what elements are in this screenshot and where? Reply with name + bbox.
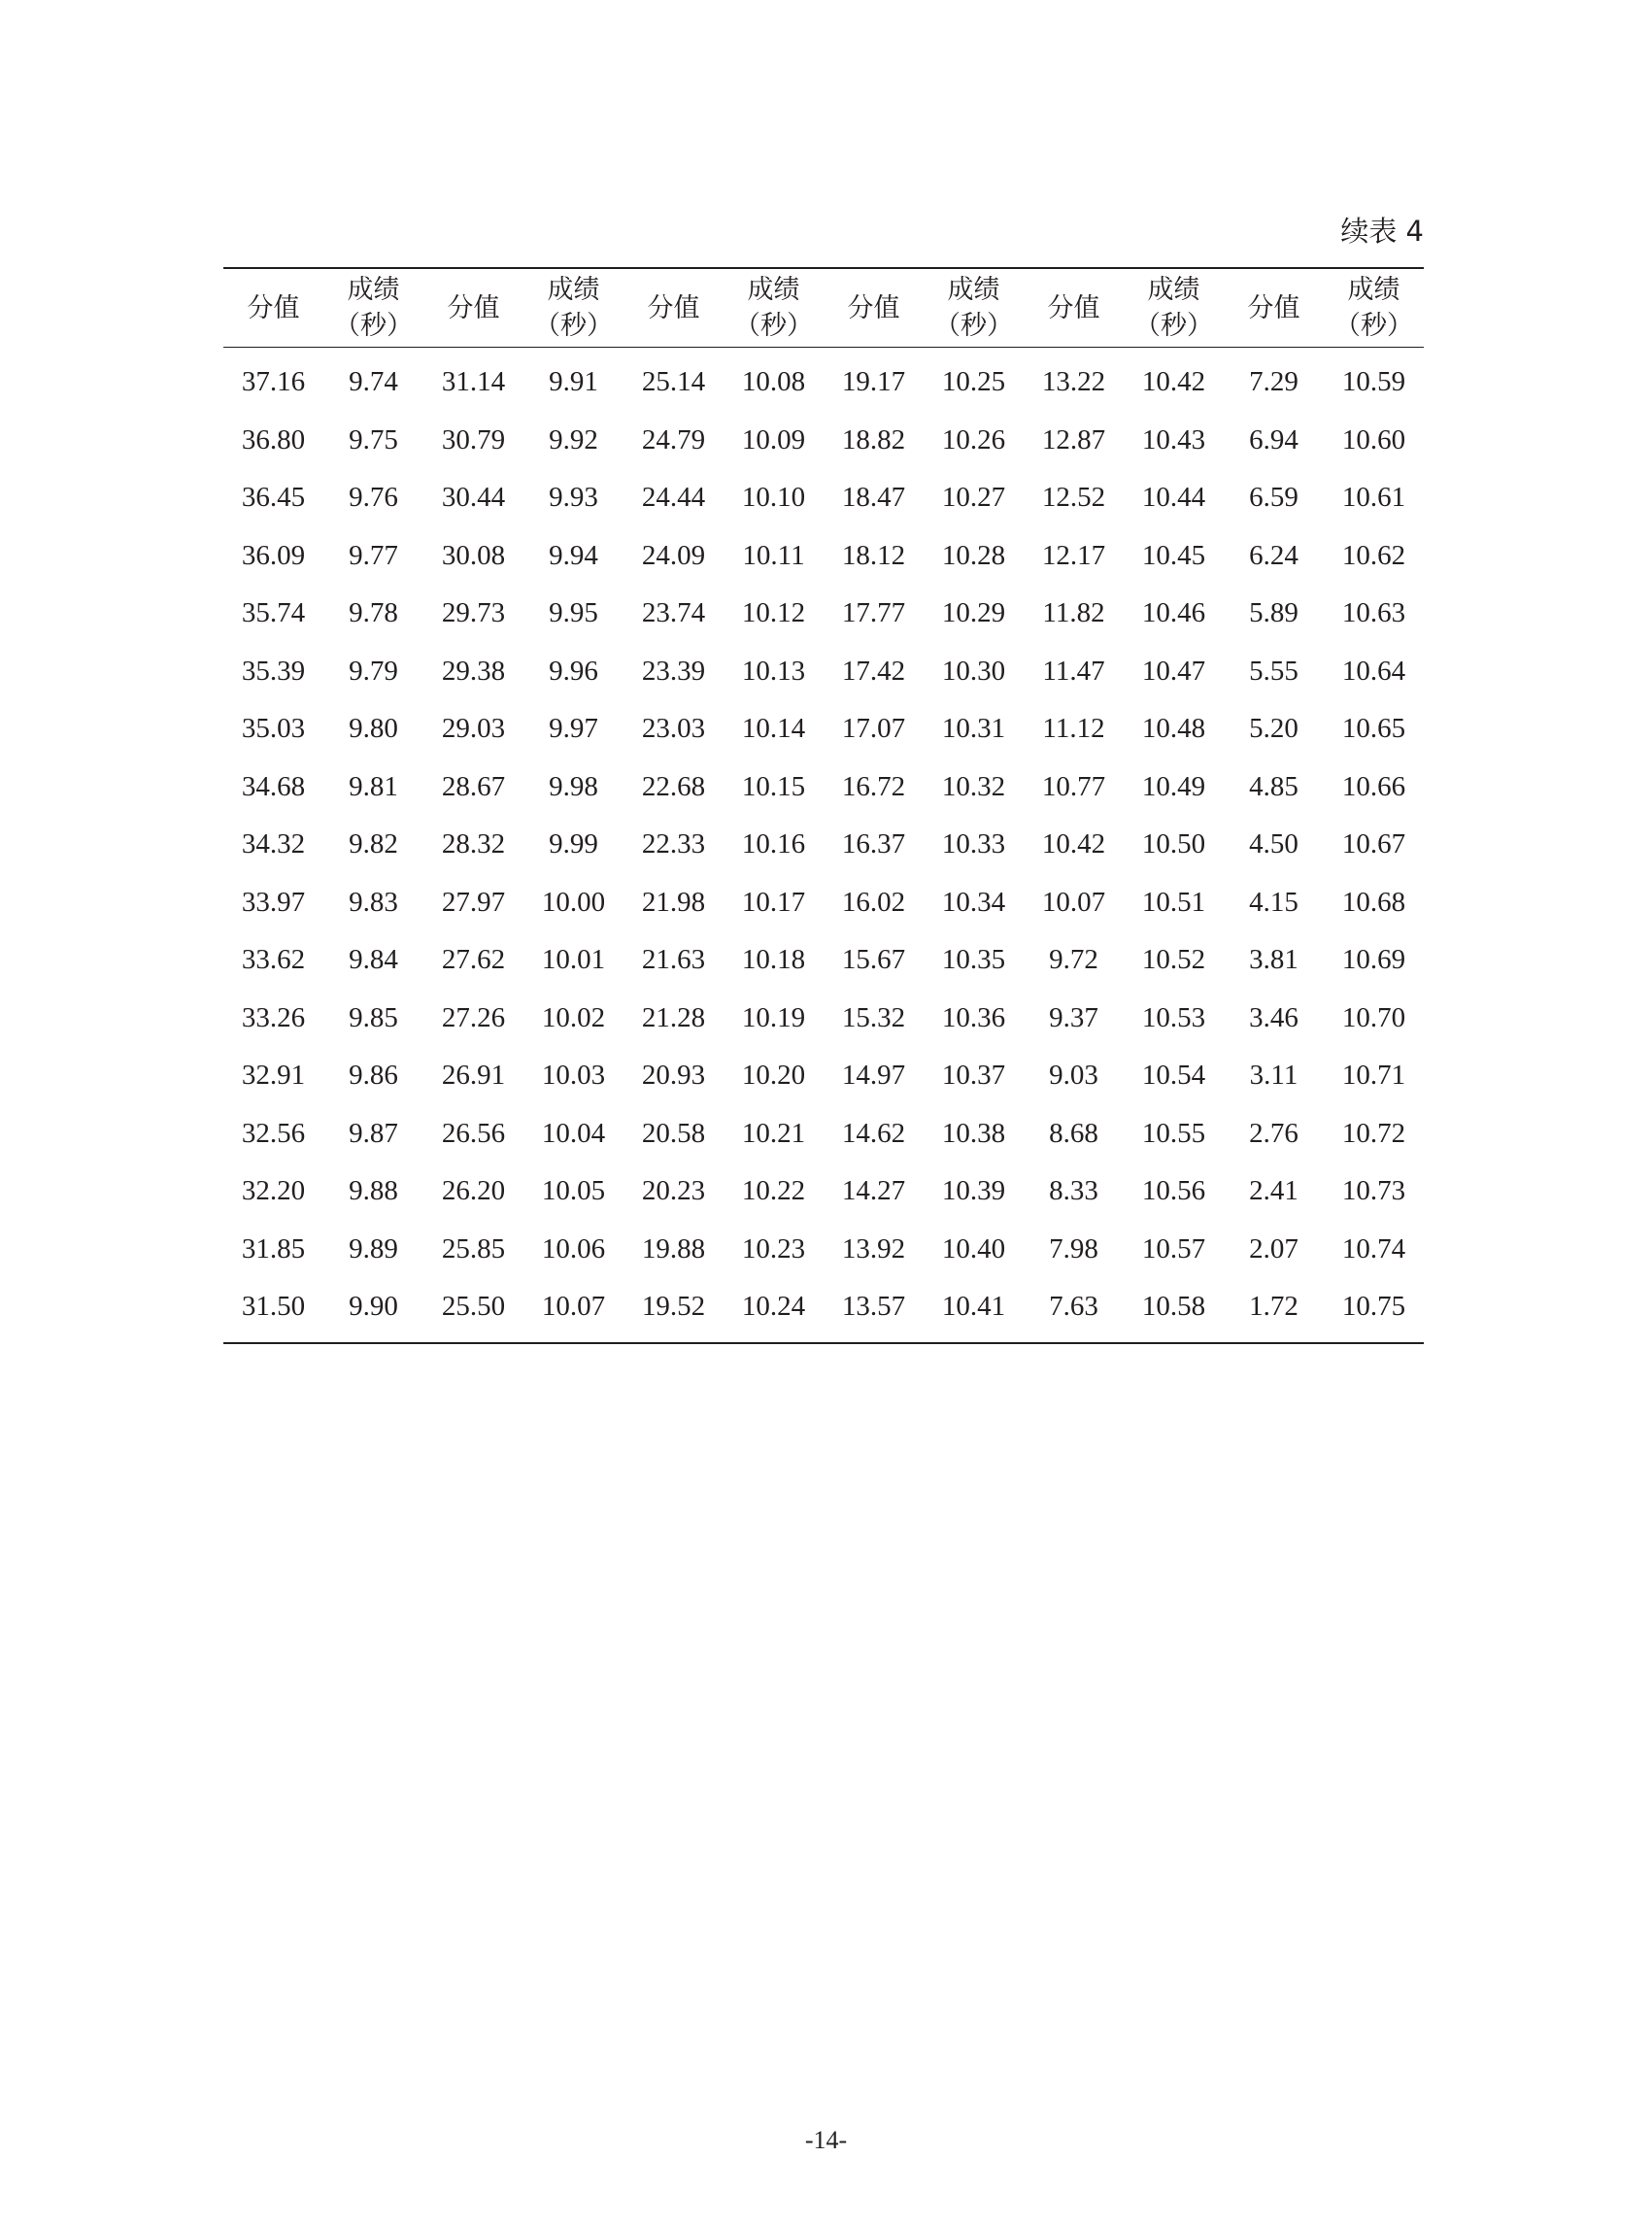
time-cell: 9.99 (549, 828, 598, 860)
time-cell: 10.66 (1341, 770, 1406, 802)
score-cell: 32.20 (241, 1175, 306, 1207)
score-cell: 4.50 (1249, 828, 1298, 860)
time-cell: 9.86 (349, 1060, 398, 1092)
score-cell: 3.81 (1249, 944, 1298, 976)
score-cell: 31.85 (241, 1232, 306, 1264)
score-cell: 25.85 (441, 1232, 506, 1264)
table-row (223, 469, 1424, 527)
table-caption: 续表 4 (1340, 215, 1424, 248)
time-cell: 9.92 (549, 423, 598, 455)
score-cell: 24.09 (641, 539, 706, 571)
score-cell: 21.63 (641, 944, 706, 976)
time-cell: 10.27 (941, 482, 1006, 514)
time-cell: 10.48 (1141, 713, 1206, 745)
score-cell: 6.94 (1249, 423, 1298, 455)
score-cell: 22.68 (641, 770, 706, 802)
time-cell: 10.07 (541, 1291, 606, 1323)
time-cell: 9.97 (549, 713, 598, 745)
time-cell: 10.33 (941, 828, 1006, 860)
score-cell: 19.88 (641, 1232, 706, 1264)
time-cell: 10.57 (1141, 1232, 1206, 1264)
time-cell: 10.40 (941, 1232, 1006, 1264)
score-cell: 11.12 (1042, 713, 1105, 745)
time-cell: 10.02 (541, 1001, 606, 1033)
time-cell: 10.59 (1341, 366, 1406, 398)
score-cell: 12.52 (1041, 482, 1106, 514)
score-cell: 35.74 (241, 597, 306, 629)
score-cell: 13.57 (841, 1291, 906, 1323)
score-cell: 36.80 (241, 423, 306, 455)
header-score: 分值 (223, 268, 323, 348)
time-cell: 10.64 (1341, 655, 1406, 687)
score-cell: 17.77 (841, 597, 906, 629)
time-cell: 10.22 (741, 1175, 806, 1207)
score-cell: 7.98 (1049, 1232, 1098, 1264)
score-cell: 11.82 (1042, 597, 1105, 629)
score-cell: 16.02 (841, 886, 906, 918)
score-cell: 5.20 (1249, 713, 1298, 745)
score-cell: 17.42 (841, 655, 906, 687)
score-cell: 3.11 (1249, 1060, 1298, 1092)
time-cell: 9.90 (349, 1291, 398, 1323)
score-cell: 24.79 (641, 423, 706, 455)
time-cell: 9.91 (549, 366, 598, 398)
score-cell: 4.15 (1249, 886, 1298, 918)
score-cell: 22.33 (641, 828, 706, 860)
score-cell: 5.89 (1249, 597, 1298, 629)
score-cell: 25.14 (641, 366, 706, 398)
time-cell: 10.52 (1141, 944, 1206, 976)
score-cell: 6.24 (1249, 539, 1298, 571)
time-cell: 9.81 (349, 770, 398, 802)
time-cell: 10.43 (1141, 423, 1206, 455)
table-row (223, 816, 1424, 874)
time-cell: 10.16 (741, 828, 806, 860)
time-cell: 10.54 (1141, 1060, 1206, 1092)
time-cell: 10.46 (1141, 597, 1206, 629)
score-cell: 25.50 (441, 1291, 506, 1323)
time-cell: 10.18 (741, 944, 806, 976)
time-cell: 10.00 (541, 886, 606, 918)
header-time-seconds: 成绩 （秒） (724, 268, 824, 348)
time-cell: 9.89 (349, 1232, 398, 1264)
time-cell: 10.29 (941, 597, 1006, 629)
time-cell: 10.19 (741, 1001, 806, 1033)
time-cell: 10.61 (1341, 482, 1406, 514)
header-score: 分值 (624, 268, 724, 348)
time-cell: 10.49 (1141, 770, 1206, 802)
score-cell: 10.42 (1041, 828, 1106, 860)
time-cell: 9.96 (549, 655, 598, 687)
score-cell: 26.56 (441, 1117, 506, 1149)
time-cell: 10.68 (1341, 886, 1406, 918)
score-cell: 23.39 (641, 655, 706, 687)
table-row (223, 1105, 1424, 1163)
time-cell: 9.75 (349, 423, 398, 455)
time-cell: 10.28 (941, 539, 1006, 571)
table-row (223, 412, 1424, 470)
score-cell: 30.44 (441, 482, 506, 514)
table-row (223, 990, 1424, 1048)
time-cell: 9.79 (349, 655, 398, 687)
header-score: 分值 (824, 268, 924, 348)
time-cell: 10.17 (741, 886, 806, 918)
score-cell: 10.07 (1041, 886, 1106, 918)
score-cell: 35.03 (241, 713, 306, 745)
score-cell: 4.85 (1249, 770, 1298, 802)
header-time-seconds: 成绩 （秒） (523, 268, 624, 348)
score-cell: 21.98 (641, 886, 706, 918)
time-cell: 10.06 (541, 1232, 606, 1264)
score-cell: 14.62 (841, 1117, 906, 1149)
score-cell: 3.46 (1249, 1001, 1298, 1033)
time-cell: 10.55 (1141, 1117, 1206, 1149)
time-cell: 9.93 (549, 482, 598, 514)
score-cell: 33.62 (241, 944, 306, 976)
time-cell: 10.08 (741, 366, 806, 398)
score-cell: 30.08 (441, 539, 506, 571)
score-cell: 7.29 (1249, 366, 1298, 398)
table-row (223, 585, 1424, 643)
time-cell: 10.32 (941, 770, 1006, 802)
time-cell: 9.74 (349, 366, 398, 398)
score-cell: 34.32 (241, 828, 306, 860)
time-cell: 10.03 (541, 1060, 606, 1092)
time-cell: 10.36 (941, 1001, 1006, 1033)
score-cell: 33.97 (241, 886, 306, 918)
score-cell: 32.91 (241, 1060, 306, 1092)
table-row (223, 348, 1424, 412)
time-cell: 10.63 (1341, 597, 1406, 629)
time-cell: 10.67 (1341, 828, 1406, 860)
time-cell: 10.70 (1341, 1001, 1406, 1033)
time-cell: 10.34 (941, 886, 1006, 918)
time-cell: 9.85 (349, 1001, 398, 1033)
time-cell: 10.50 (1141, 828, 1206, 860)
time-cell: 9.80 (349, 713, 398, 745)
time-cell: 10.56 (1141, 1175, 1206, 1207)
score-cell: 26.91 (441, 1060, 506, 1092)
time-cell: 10.45 (1141, 539, 1206, 571)
header-time-seconds: 成绩 （秒） (1124, 268, 1224, 348)
time-cell: 10.04 (541, 1117, 606, 1149)
score-cell: 29.38 (441, 655, 506, 687)
table-row (223, 1163, 1424, 1221)
time-cell: 10.13 (741, 655, 806, 687)
time-cell: 10.51 (1141, 886, 1206, 918)
score-cell: 9.03 (1049, 1060, 1098, 1092)
score-cell: 13.22 (1041, 366, 1106, 398)
time-cell: 10.44 (1141, 482, 1206, 514)
score-cell: 37.16 (241, 366, 306, 398)
score-cell: 13.92 (841, 1232, 906, 1264)
time-cell: 10.38 (941, 1117, 1006, 1149)
table-row (223, 1221, 1424, 1279)
table-row (223, 700, 1424, 759)
score-cell: 27.26 (441, 1001, 506, 1033)
table-row (223, 931, 1424, 990)
time-cell: 9.98 (549, 770, 598, 802)
time-cell: 10.35 (941, 944, 1006, 976)
time-cell: 10.14 (741, 713, 806, 745)
score-cell: 20.58 (641, 1117, 706, 1149)
score-cell: 27.97 (441, 886, 506, 918)
score-cell: 5.55 (1249, 655, 1298, 687)
score-cell: 6.59 (1249, 482, 1298, 514)
time-cell: 10.53 (1141, 1001, 1206, 1033)
score-cell: 20.23 (641, 1175, 706, 1207)
score-cell: 8.68 (1049, 1117, 1098, 1149)
score-cell: 18.82 (841, 423, 906, 455)
time-cell: 9.76 (349, 482, 398, 514)
score-cell: 31.14 (441, 366, 506, 398)
time-cell: 10.75 (1341, 1291, 1406, 1323)
header-score: 分值 (1024, 268, 1124, 348)
table-row (223, 759, 1424, 817)
page-number: -14- (804, 2126, 848, 2154)
time-cell: 10.01 (541, 944, 606, 976)
time-cell: 9.82 (349, 828, 398, 860)
score-cell: 30.79 (441, 423, 506, 455)
score-cell: 19.52 (641, 1291, 706, 1323)
header-time-seconds: 成绩 （秒） (924, 268, 1024, 348)
time-cell: 10.60 (1341, 423, 1406, 455)
time-cell: 10.71 (1341, 1060, 1406, 1092)
time-cell: 10.24 (741, 1291, 806, 1323)
score-cell: 34.68 (241, 770, 306, 802)
time-cell: 9.78 (349, 597, 398, 629)
header-row (223, 268, 1424, 348)
score-cell: 18.47 (841, 482, 906, 514)
score-cell: 2.07 (1249, 1232, 1298, 1264)
time-cell: 10.31 (941, 713, 1006, 745)
time-cell: 10.09 (741, 423, 806, 455)
time-cell: 10.23 (741, 1232, 806, 1264)
score-cell: 36.45 (241, 482, 306, 514)
score-cell: 17.07 (841, 713, 906, 745)
score-cell: 12.87 (1041, 423, 1106, 455)
time-cell: 10.30 (941, 655, 1006, 687)
score-cell: 24.44 (641, 482, 706, 514)
score-cell: 19.17 (841, 366, 906, 398)
score-cell: 16.37 (841, 828, 906, 860)
score-cell: 20.93 (641, 1060, 706, 1092)
score-cell: 9.37 (1049, 1001, 1098, 1033)
score-cell: 2.41 (1249, 1175, 1298, 1207)
score-cell: 11.47 (1042, 655, 1105, 687)
score-cell: 8.33 (1049, 1175, 1098, 1207)
score-cell: 14.97 (841, 1060, 906, 1092)
time-cell: 9.94 (549, 539, 598, 571)
time-cell: 9.88 (349, 1175, 398, 1207)
score-table (223, 267, 1424, 1344)
score-cell: 31.50 (241, 1291, 306, 1323)
header-time-seconds: 成绩 （秒） (1324, 268, 1424, 348)
time-cell: 10.74 (1341, 1232, 1406, 1264)
time-cell: 10.42 (1141, 366, 1206, 398)
time-cell: 10.58 (1141, 1291, 1206, 1323)
time-cell: 10.20 (741, 1060, 806, 1092)
table-row (223, 527, 1424, 586)
time-cell: 10.65 (1341, 713, 1406, 745)
time-cell: 10.26 (941, 423, 1006, 455)
score-cell: 7.63 (1049, 1291, 1098, 1323)
time-cell: 10.73 (1341, 1175, 1406, 1207)
score-cell: 33.26 (241, 1001, 306, 1033)
score-cell: 15.67 (841, 944, 906, 976)
score-cell: 23.03 (641, 713, 706, 745)
score-cell: 18.12 (841, 539, 906, 571)
table-header (223, 268, 1424, 348)
score-cell: 26.20 (441, 1175, 506, 1207)
time-cell: 10.05 (541, 1175, 606, 1207)
score-cell: 28.67 (441, 770, 506, 802)
table-row (223, 643, 1424, 701)
time-cell: 9.95 (549, 597, 598, 629)
table-body (223, 348, 1424, 1343)
table-row (223, 1047, 1424, 1105)
score-cell: 12.17 (1041, 539, 1106, 571)
score-cell: 36.09 (241, 539, 306, 571)
score-cell: 35.39 (241, 655, 306, 687)
score-cell: 32.56 (241, 1117, 306, 1149)
time-cell: 9.84 (349, 944, 398, 976)
score-cell: 23.74 (641, 597, 706, 629)
score-cell: 10.77 (1041, 770, 1106, 802)
time-cell: 10.69 (1341, 944, 1406, 976)
time-cell: 10.41 (941, 1291, 1006, 1323)
score-cell: 29.03 (441, 713, 506, 745)
header-score: 分值 (423, 268, 523, 348)
score-cell: 27.62 (441, 944, 506, 976)
time-cell: 9.87 (349, 1117, 398, 1149)
time-cell: 9.83 (349, 886, 398, 918)
score-cell: 14.27 (841, 1175, 906, 1207)
table-row (223, 1278, 1424, 1343)
time-cell: 10.15 (741, 770, 806, 802)
time-cell: 10.39 (941, 1175, 1006, 1207)
score-cell: 28.32 (441, 828, 506, 860)
time-cell: 10.37 (941, 1060, 1006, 1092)
score-cell: 1.72 (1249, 1291, 1298, 1323)
header-time-seconds: 成绩 （秒） (323, 268, 423, 348)
score-cell: 16.72 (841, 770, 906, 802)
time-cell: 10.47 (1141, 655, 1206, 687)
time-cell: 10.25 (941, 366, 1006, 398)
score-cell: 9.72 (1049, 944, 1098, 976)
time-cell: 9.77 (349, 539, 398, 571)
score-cell: 2.76 (1249, 1117, 1298, 1149)
time-cell: 10.10 (741, 482, 806, 514)
score-cell: 29.73 (441, 597, 506, 629)
table-row (223, 874, 1424, 932)
time-cell: 10.62 (1341, 539, 1406, 571)
time-cell: 10.72 (1341, 1117, 1406, 1149)
time-cell: 10.11 (742, 539, 805, 571)
score-cell: 15.32 (841, 1001, 906, 1033)
time-cell: 10.21 (741, 1117, 806, 1149)
score-cell: 21.28 (641, 1001, 706, 1033)
time-cell: 10.12 (741, 597, 806, 629)
header-score: 分值 (1224, 268, 1324, 348)
